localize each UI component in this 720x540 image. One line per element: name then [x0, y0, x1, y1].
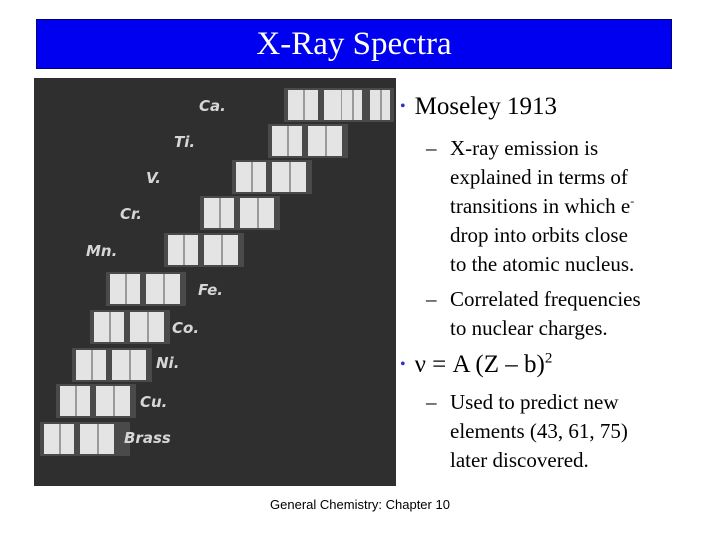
spectrum-strip — [284, 88, 394, 122]
bullet-moseley-text: Moseley 1913 — [414, 93, 557, 120]
spectra-image — [34, 78, 396, 486]
sub-line: Used to predict new — [450, 390, 619, 414]
sub-line: drop into orbits close — [450, 223, 628, 247]
element-label: Cu. — [140, 393, 168, 411]
dash-icon: – — [426, 287, 437, 311]
spectrum-strip — [72, 348, 152, 382]
bullet-equation — [400, 350, 552, 380]
line-separator — [125, 274, 127, 304]
equation-text: ν = A (Z – b) — [414, 351, 545, 378]
spectrum-strip — [200, 196, 280, 230]
line-separator — [352, 90, 354, 120]
line-separator — [221, 235, 223, 265]
element-label: V. — [146, 169, 161, 187]
spectrum-strip — [106, 272, 186, 306]
element-label: Brass — [124, 429, 171, 447]
sub-line — [450, 192, 634, 221]
element-label: Mn. — [86, 242, 118, 260]
line-separator — [75, 386, 77, 416]
xray-spectra-photo — [34, 78, 396, 486]
line-separator — [183, 235, 185, 265]
bullet-moseley — [400, 92, 557, 122]
dash-icon: – — [426, 390, 437, 414]
element-label: Ti. — [174, 133, 196, 151]
spectrum-strip — [164, 233, 244, 267]
line-separator — [91, 350, 93, 380]
sub-bullet-correlated — [426, 285, 641, 343]
spectrum-strip — [40, 422, 130, 456]
sub-bullet-emission — [426, 134, 634, 279]
sub-line: X-ray emission is — [450, 136, 599, 160]
element-label: Fe. — [198, 281, 223, 299]
line-separator — [380, 90, 382, 120]
slide-title: X-Ray Spectra — [256, 25, 452, 62]
line-separator — [325, 126, 327, 156]
sub-line: Correlated frequencies — [450, 287, 641, 311]
line-separator — [113, 386, 115, 416]
sub-line-main: transitions in which e — [450, 194, 631, 218]
sub-line: to nuclear charges. — [450, 316, 608, 340]
line-separator — [109, 312, 111, 342]
line-separator — [147, 312, 149, 342]
bullet-dot-icon: • — [400, 98, 406, 115]
dash-icon: – — [426, 136, 437, 160]
sub-line: explained in terms of — [450, 165, 628, 189]
line-separator — [59, 424, 61, 454]
line-separator — [219, 198, 221, 228]
line-separator — [163, 274, 165, 304]
line-separator — [287, 126, 289, 156]
spectrum-strip — [56, 384, 136, 418]
element-label: Cr. — [120, 205, 142, 223]
line-separator — [289, 162, 291, 192]
spectrum-strip — [268, 124, 348, 158]
line-separator — [257, 198, 259, 228]
electron-superscript: - — [630, 194, 635, 208]
element-label: Ni. — [156, 354, 180, 372]
element-label: Co. — [172, 319, 200, 337]
line-separator — [303, 90, 305, 120]
slide-footer: General Chemistry: Chapter 10 — [270, 497, 450, 512]
spectrum-strip — [232, 160, 312, 194]
equation-exponent: 2 — [544, 350, 553, 367]
title-bar — [36, 19, 672, 69]
line-separator — [129, 350, 131, 380]
sub-bullet-predict — [426, 388, 628, 475]
sub-line: to the atomic nucleus. — [450, 252, 635, 276]
sub-line: elements (43, 61, 75) — [450, 419, 628, 443]
sub-line: later discovered. — [450, 448, 589, 472]
element-label: Ca. — [199, 97, 226, 115]
spectrum-strip — [90, 310, 170, 344]
bullet-dot-icon: • — [400, 356, 406, 373]
line-separator — [251, 162, 253, 192]
line-separator — [97, 424, 99, 454]
